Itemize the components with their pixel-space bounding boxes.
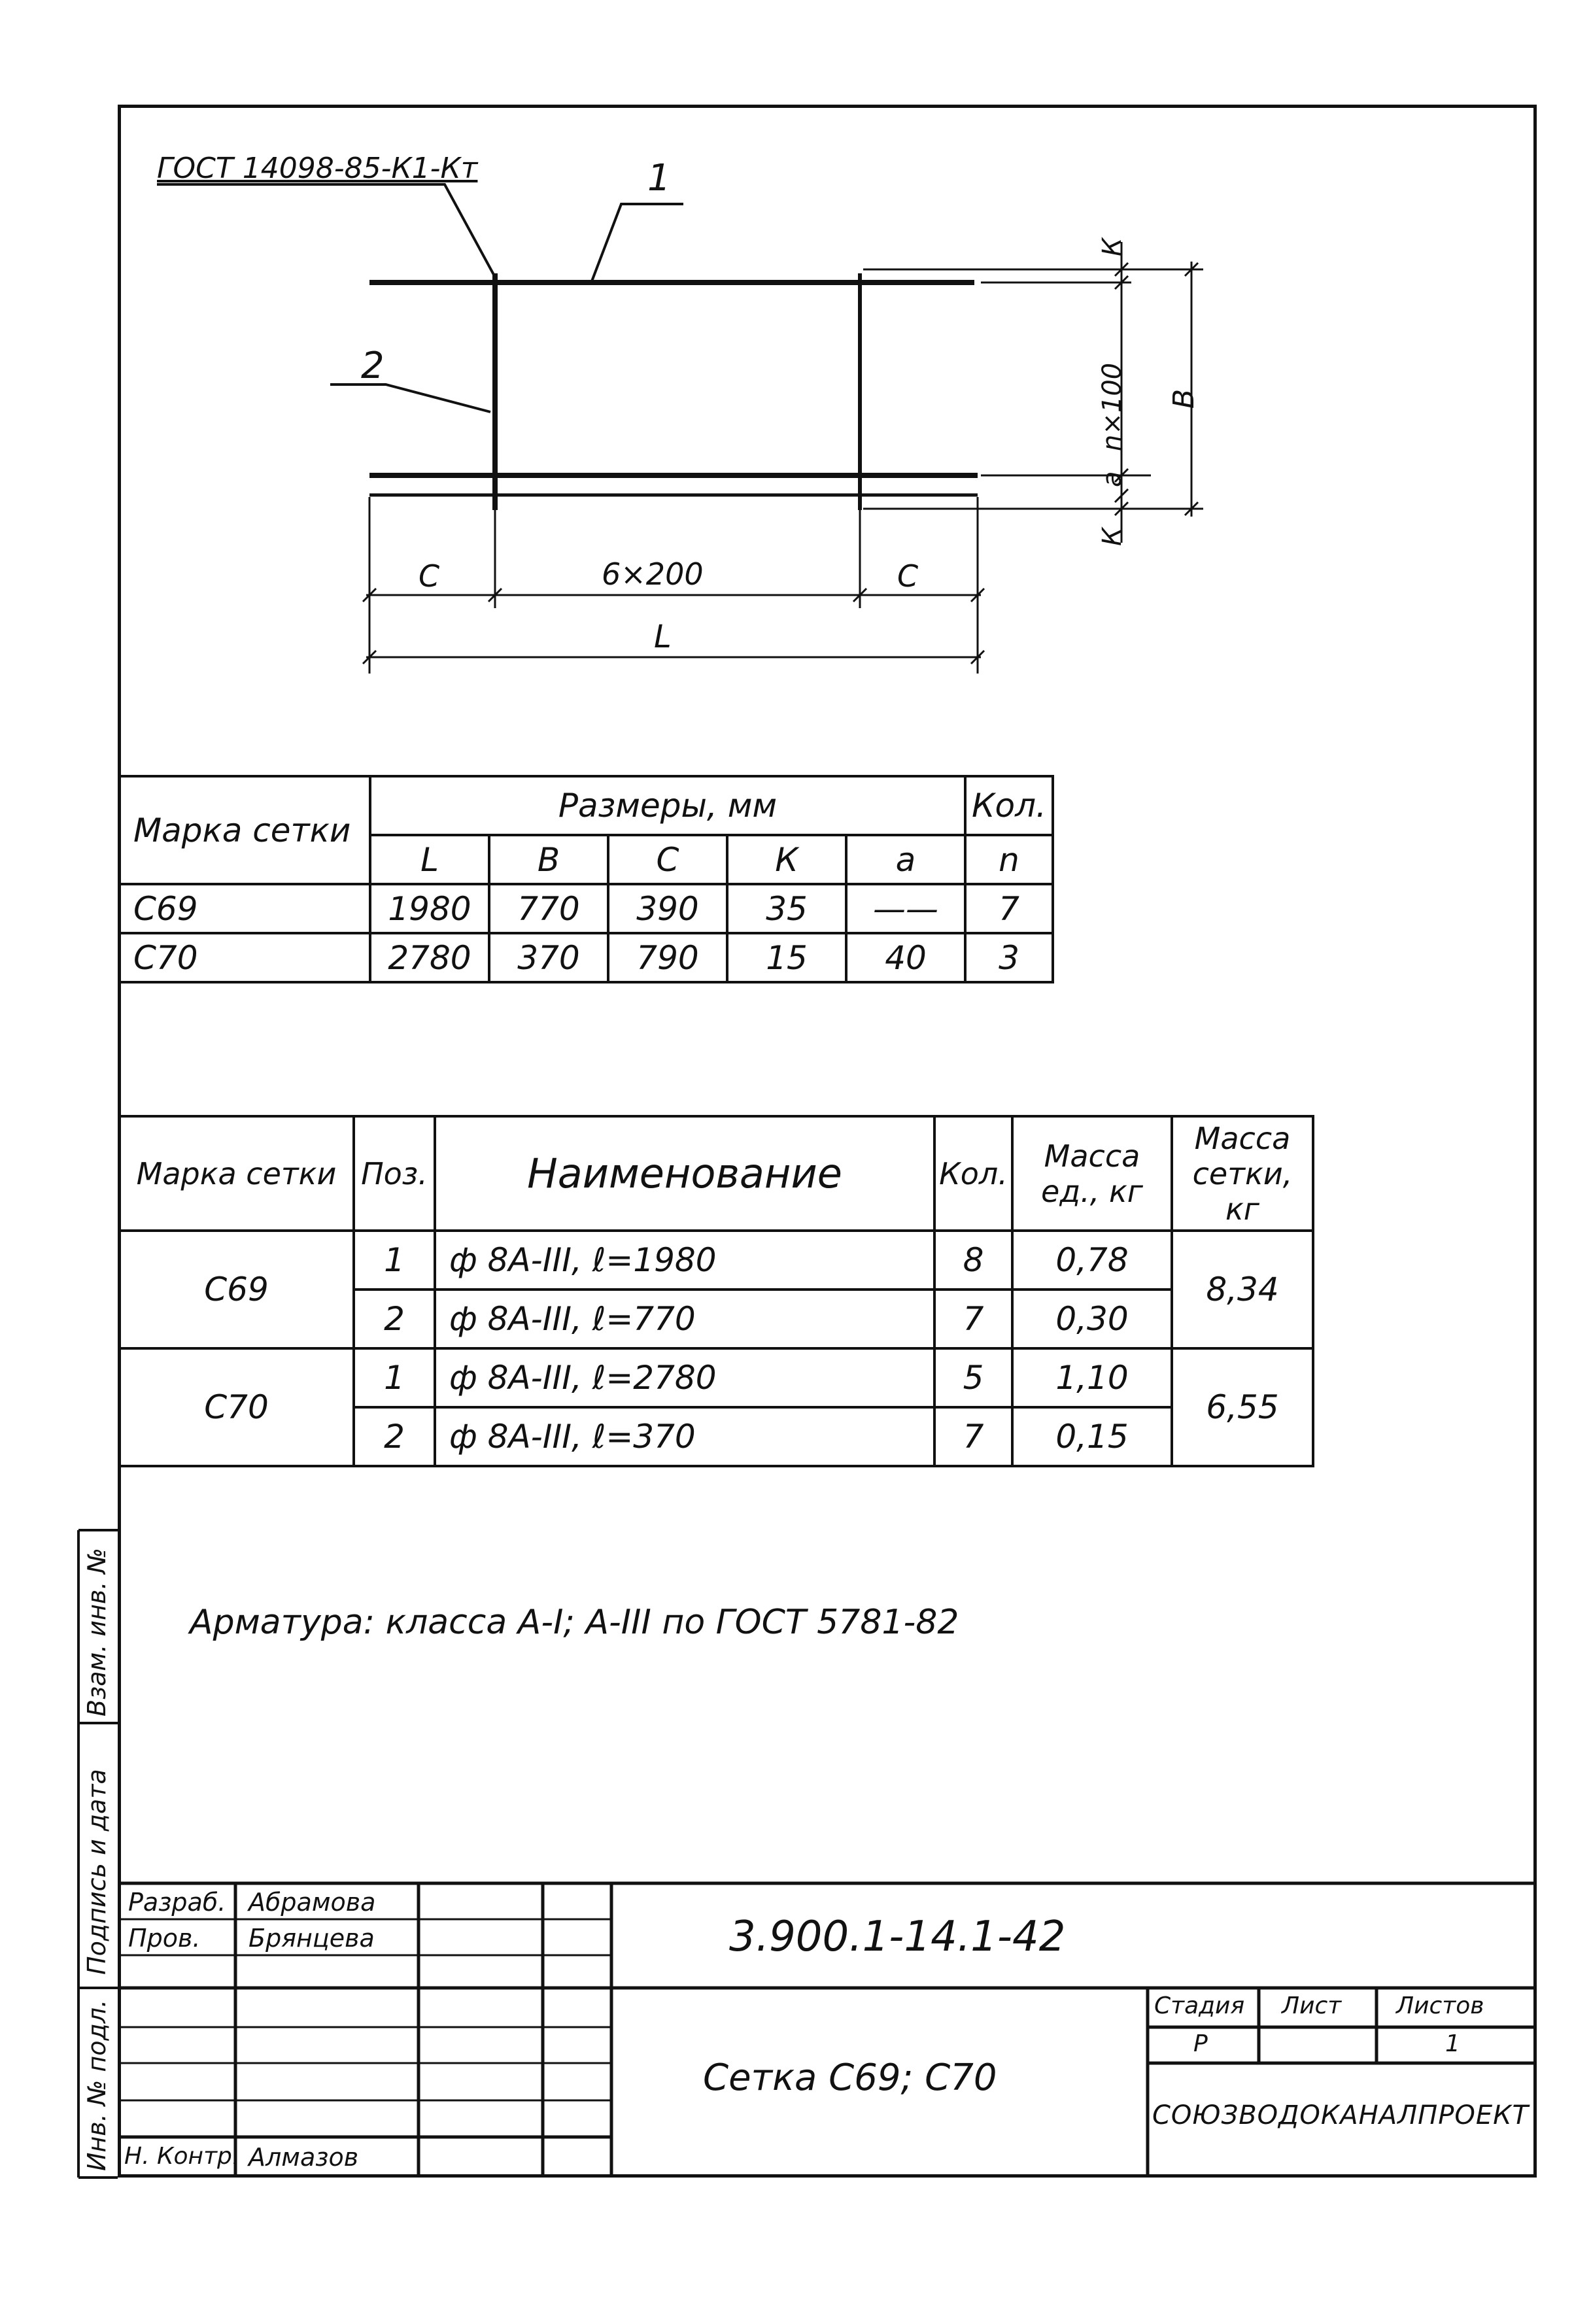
cell-qty: 7 bbox=[934, 1290, 1012, 1348]
cell-n: 7 bbox=[965, 884, 1053, 933]
cell-name: ф 8А-III, ℓ=770 bbox=[435, 1290, 934, 1348]
cell-total-mass: 8,34 bbox=[1172, 1231, 1313, 1348]
side-label-vzam-inv: Взам. инв. № bbox=[82, 1547, 111, 1717]
cell-C: 790 bbox=[608, 933, 727, 982]
cell-total-mass: 6,55 bbox=[1172, 1348, 1313, 1466]
dim-label-K-bottom: К bbox=[1097, 527, 1127, 546]
spec-header-count: Кол. bbox=[934, 1116, 1012, 1231]
cell-name: ф 8А-III, ℓ=370 bbox=[435, 1407, 934, 1466]
dim-label-n100: n×100 bbox=[1097, 362, 1127, 451]
reinforcement-note: Арматура: класса А-I; А-III по ГОСТ 5781-82 bbox=[190, 1603, 959, 1642]
tb-nkontr-label: Н. Контр. bbox=[124, 2143, 240, 2170]
dim-col-L: L bbox=[370, 835, 489, 884]
dim-label-c-left: С bbox=[419, 558, 440, 594]
cell-pos: 1 bbox=[354, 1231, 435, 1290]
dim-label-c-right: С bbox=[897, 558, 919, 594]
cell-B: 370 bbox=[489, 933, 608, 982]
dim-col-C: С bbox=[608, 835, 727, 884]
cell-name: ф 8А-III, ℓ=2780 bbox=[435, 1348, 934, 1407]
tb-stage-value: Р bbox=[1193, 2030, 1208, 2057]
tb-organization: СОЮЗВОДОКАНАЛПРОЕКТ bbox=[1152, 2100, 1529, 2130]
cell-qty: 5 bbox=[934, 1348, 1012, 1407]
tb-sheet-label: Лист bbox=[1282, 1992, 1342, 2019]
table-row bbox=[119, 1231, 1313, 1290]
dim-label-K-top: К bbox=[1097, 237, 1127, 256]
cell-B: 770 bbox=[489, 884, 608, 933]
table-row bbox=[119, 1348, 1313, 1407]
cell-K: 15 bbox=[727, 933, 846, 982]
tb-sheets-label: Листов bbox=[1396, 1992, 1484, 2019]
tb-razrab-name: Абрамова bbox=[248, 1888, 376, 1917]
side-label-inv-podl: Инв. № подл. bbox=[82, 1999, 111, 2171]
cell-mass: 1,10 bbox=[1012, 1348, 1172, 1407]
cell-a: —— bbox=[846, 884, 965, 933]
cell-mark: С69 bbox=[119, 1231, 354, 1348]
leader-2 bbox=[330, 384, 490, 412]
callout-position-2: 2 bbox=[361, 345, 385, 387]
cell-mass: 0,30 bbox=[1012, 1290, 1172, 1348]
tb-prov-label: Пров. bbox=[128, 1924, 201, 1953]
cell-qty: 8 bbox=[934, 1231, 1012, 1290]
callout-position-1: 1 bbox=[647, 157, 671, 199]
dim-table-header-count: Кол. bbox=[965, 776, 1053, 835]
tb-razrab-label: Разраб. bbox=[128, 1888, 226, 1917]
table-row bbox=[119, 884, 1053, 933]
tb-stage-label: Стадия bbox=[1154, 1992, 1245, 2019]
dim-label-a: a bbox=[1097, 471, 1127, 487]
cell-L: 1980 bbox=[370, 884, 489, 933]
cell-mass: 0,15 bbox=[1012, 1407, 1172, 1466]
dim-label-6x200: 6×200 bbox=[602, 556, 704, 592]
cell-n: 3 bbox=[965, 933, 1053, 982]
tb-prov-name: Брянцева bbox=[248, 1924, 375, 1953]
leader-gost bbox=[157, 184, 494, 275]
cell-mark: С70 bbox=[119, 933, 370, 982]
dim-col-B: В bbox=[489, 835, 608, 884]
dim-label-L: L bbox=[654, 619, 672, 655]
dim-table-header-mark: Марка сетки bbox=[119, 776, 370, 884]
side-label-signature-date: Подпись и дата bbox=[82, 1769, 111, 1975]
tb-drawing-title: Сетка С69; С70 bbox=[703, 2057, 997, 2099]
table-row bbox=[119, 933, 1053, 982]
dim-label-B: В bbox=[1167, 388, 1201, 409]
cell-L: 2780 bbox=[370, 933, 489, 982]
leader-1 bbox=[592, 204, 683, 281]
dim-table-header-sizes: Размеры, мм bbox=[370, 776, 965, 835]
tb-nkontr-name: Алмазов bbox=[248, 2143, 359, 2172]
dimensions-table bbox=[118, 775, 1054, 983]
cell-K: 35 bbox=[727, 884, 846, 933]
dim-col-K: К bbox=[727, 835, 846, 884]
cell-mark: С70 bbox=[119, 1348, 354, 1466]
cell-a: 40 bbox=[846, 933, 965, 982]
cell-qty: 7 bbox=[934, 1407, 1012, 1466]
gost-reference: ГОСТ 14098-85-К1-Кт bbox=[157, 152, 478, 185]
tb-sheets-value: 1 bbox=[1445, 2030, 1460, 2057]
dim-col-n: n bbox=[965, 835, 1053, 884]
spec-header-name: Наименование bbox=[435, 1116, 934, 1231]
cell-C: 390 bbox=[608, 884, 727, 933]
cell-pos: 2 bbox=[354, 1290, 435, 1348]
cell-mass: 0,78 bbox=[1012, 1231, 1172, 1290]
cell-mark: С69 bbox=[119, 884, 370, 933]
dim-col-a: a bbox=[846, 835, 965, 884]
specification-table bbox=[118, 1115, 1314, 1467]
cell-pos: 1 bbox=[354, 1348, 435, 1407]
cell-name: ф 8А-III, ℓ=1980 bbox=[435, 1231, 934, 1290]
spec-header-mass-unit: Масса ед., кг bbox=[1012, 1116, 1172, 1231]
spec-header-pos: Поз. bbox=[354, 1116, 435, 1231]
spec-header-mass-total: Масса сетки, кг bbox=[1172, 1116, 1313, 1231]
cell-pos: 2 bbox=[354, 1407, 435, 1466]
spec-header-mark: Марка сетки bbox=[119, 1116, 354, 1231]
tb-document-code: 3.900.1-14.1-42 bbox=[729, 1913, 1066, 1961]
